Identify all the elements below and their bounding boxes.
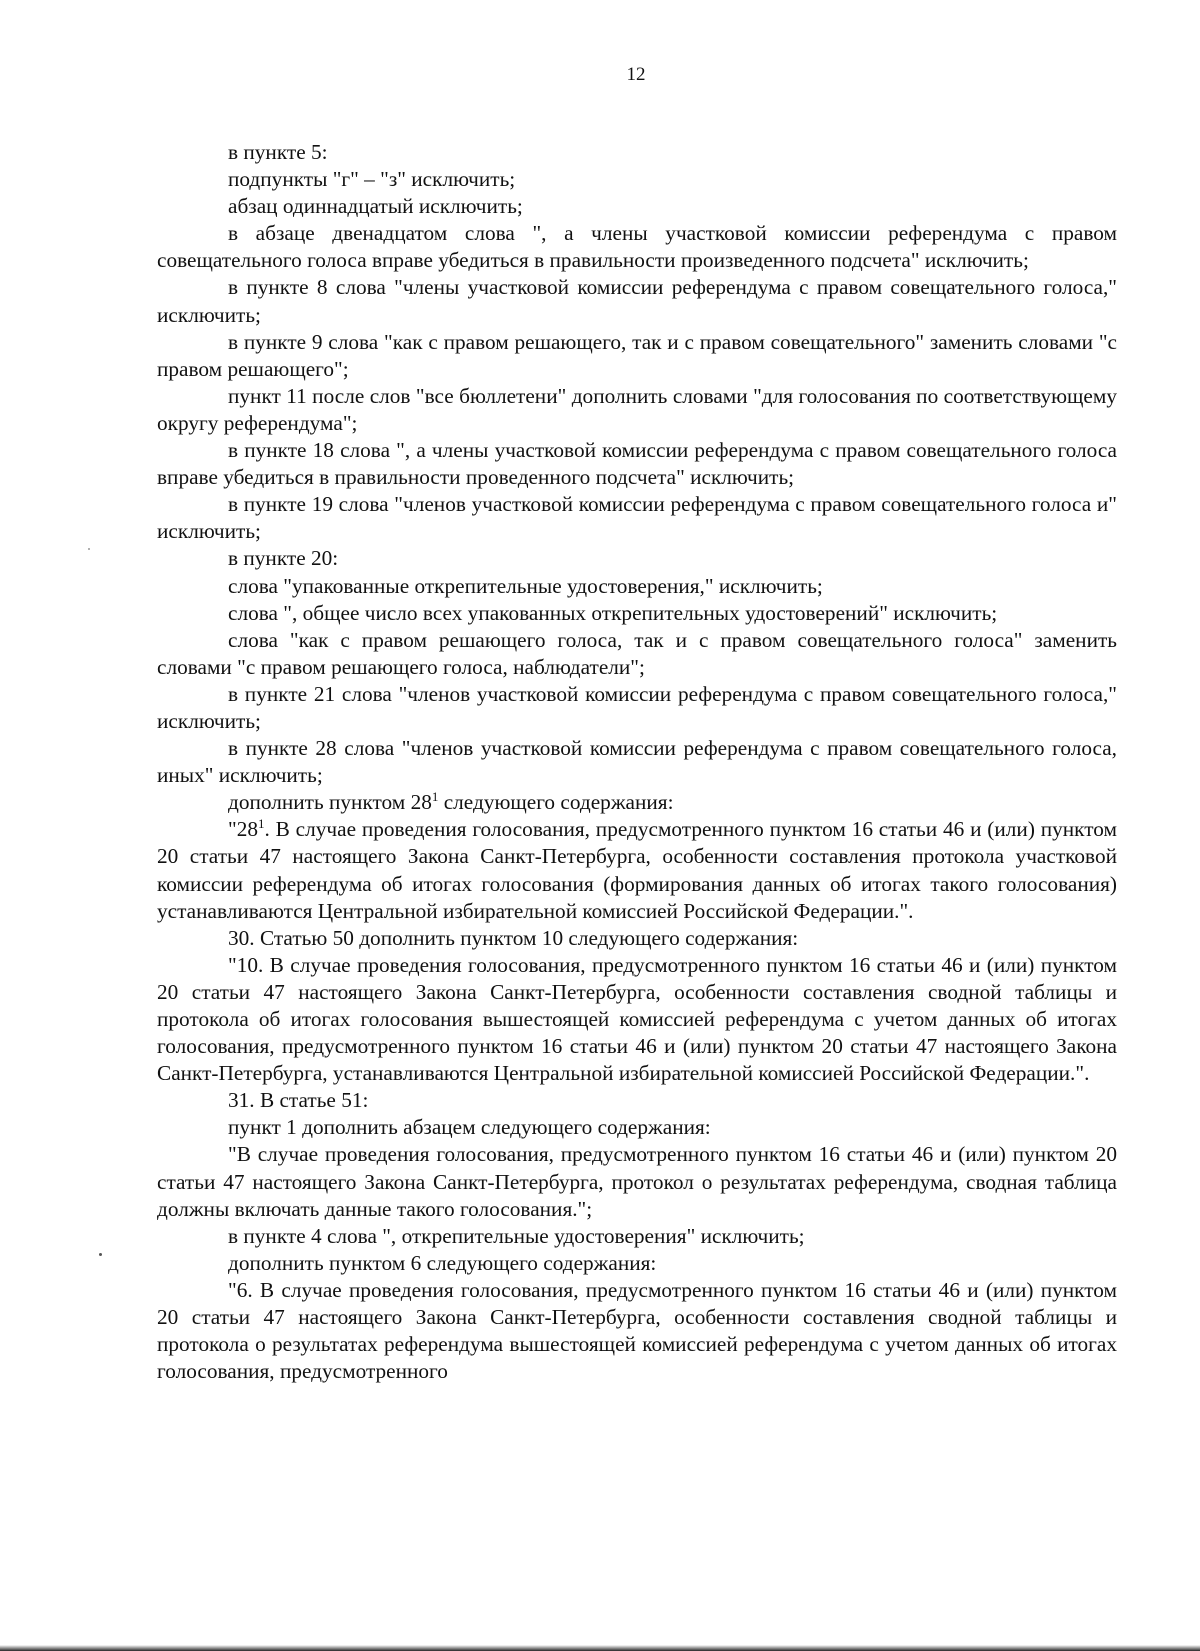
text-run: "В случае проведения голосования, предусмотренного пунктом 16 статьи 46 и (или) пунктом 20 статьи 47 настоящего Закона Санкт-Петербурга, протокол о результатах референдума, сводная таблица должны включать данные такого голосования."; [157, 1142, 1117, 1221]
text-run: . В случае проведения голосования, предусмотренного пунктом 16 статьи 46 и (или) пунктом 20 статьи 47 настоящего Закона Санкт-Петербурга, особенности составления протокола участковой комиссии референдума об итогах голосования (формирования данных об итогах такого голосования) устанавливаются Центральной избирательной комиссией Российской Федерации.". [157, 817, 1117, 923]
text-run: дополнить пунктом 6 следующего содержания: [228, 1250, 657, 1275]
text-run: в пункте 18 слова ", а члены участковой комиссии референдума с правом совещательного голоса вправе убедиться в правильности проведенного подсчета" исключить; [157, 438, 1117, 490]
paragraph-p5 [157, 274, 1117, 328]
paragraph-p25 [157, 1277, 1117, 1385]
paragraph-p23 [157, 1223, 1117, 1250]
text-run: в пункте 21 слова "членов участковой комиссии референдума с правом совещательного голоса," исключить; [157, 681, 1117, 733]
text-run: 31. В статье 51: [228, 1088, 369, 1113]
text-run: в пункте 4 слова ", открепительные удостоверения" исключить; [228, 1223, 805, 1248]
paragraph-p6 [157, 329, 1117, 383]
text-run: "6. В случае проведения голосования, предусмотренного пунктом 16 статьи 46 и (или) пунктом 20 статьи 47 настоящего Закона Санкт-Петербурга, особенности составления сводной таблицы и протокола о результатах референдума вышестоящей комиссией референдума с учетом данных об итогах голосования, предусмотренного [157, 1277, 1117, 1384]
scan-speck [99, 1253, 102, 1256]
document-body [157, 139, 1117, 1385]
paragraph-p12 [157, 600, 1117, 627]
paragraph-p15 [157, 735, 1117, 789]
text-run: слова ", общее число всех упакованных открепительных удостоверений" исключить; [228, 600, 998, 625]
text-run: 30. Статью 50 дополнить пунктом 10 следующего содержания: [228, 925, 799, 950]
paragraph-p17 [157, 816, 1117, 924]
paragraph-p9 [157, 491, 1117, 545]
paragraph-p18 [157, 925, 1117, 952]
text-run: слова "упакованные открепительные удостоверения," исключить; [228, 573, 823, 598]
text-run: "10. В случае проведения голосования, предусмотренного пунктом 16 статьи 46 и (или) пунктом 20 статьи 47 настоящего Закона Санкт-Петербурга, особенности составления сводной таблицы и протокола об итогах голосования вышестоящей комиссией референдума с учетом данных об итогах голосования, предусмотренного пунктом 16 статьи 46 и (или) пунктом 20 статьи 47 настоящего Закона Санкт-Петербурга, устанавливаются Центральной избирательной комиссией Российской Федерации.". [157, 952, 1117, 1086]
paragraph-p21 [157, 1114, 1117, 1141]
text-run: в пункте 9 слова "как с правом решающего, так и с правом совещательного" заменить словами "с правом решающего"; [157, 329, 1117, 381]
paragraph-p16 [157, 789, 1117, 816]
paragraph-p14 [157, 681, 1117, 735]
paragraph-p1 [157, 139, 1117, 166]
text-run: абзац одиннадцатый исключить; [228, 194, 523, 219]
text-run: в пункте 5: [228, 140, 328, 164]
text-run: в пункте 20: [228, 546, 339, 571]
text-run: "28 [228, 817, 258, 842]
text-run: в пункте 19 слова "членов участковой комиссии референдума с правом совещательного голоса и" исключить; [157, 492, 1117, 544]
scan-bottom-edge [0, 1645, 1200, 1651]
paragraph-p3 [157, 193, 1117, 220]
text-run: в абзаце двенадцатом слова ", а члены участковой комиссии референдума с правом совещательного голоса вправе убедиться в правильности произведенного подсчета" исключить; [157, 221, 1117, 273]
text-run: в пункте 8 слова "члены участковой комиссии референдума с правом совещательного голоса," исключить; [157, 275, 1117, 327]
paragraph-p10 [157, 545, 1117, 572]
scan-speck [88, 548, 90, 550]
text-run: следующего содержания: [438, 790, 674, 815]
paragraph-p4 [157, 220, 1117, 274]
text-run: слова "как с правом решающего голоса, так и с правом совещательного голоса" заменить словами "с правом решающего голоса, наблюдатели"; [157, 627, 1117, 679]
paragraph-p20 [157, 1087, 1117, 1114]
text-run: дополнить пунктом 28 [228, 790, 432, 815]
page-number: 12 [626, 64, 646, 85]
text-run: подпункты "г" – "з" исключить; [228, 167, 516, 192]
paragraph-p2 [157, 166, 1117, 193]
superscript: 1 [258, 816, 265, 832]
paragraph-p24 [157, 1250, 1117, 1277]
paragraph-p22 [157, 1141, 1117, 1222]
paragraph-p7 [157, 383, 1117, 437]
text-run: пункт 11 после слов "все бюллетени" дополнить словами "для голосования по соответствующему округу референдума"; [157, 383, 1117, 435]
paragraph-p11 [157, 573, 1117, 600]
paragraph-p19 [157, 952, 1117, 1087]
paragraph-p13 [157, 627, 1117, 681]
text-run: пункт 1 дополнить абзацем следующего содержания: [228, 1115, 711, 1140]
superscript: 1 [431, 789, 439, 805]
paragraph-p8 [157, 437, 1117, 491]
text-run: в пункте 28 слова "членов участковой комиссии референдума с правом совещательного голоса, иных" исключить; [157, 736, 1117, 788]
